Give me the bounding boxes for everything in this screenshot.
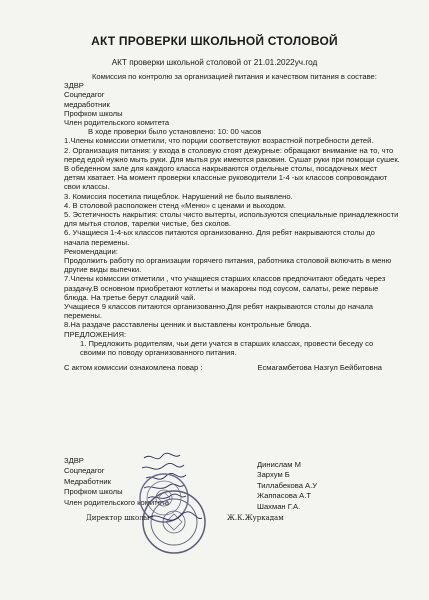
commission-member: Соцпедагог	[64, 90, 105, 100]
document-subtitle: АКТ проверки школьной столовой от 21.01.2022уч.год	[111, 58, 318, 67]
signature-name: Зархум Б	[257, 470, 290, 480]
recommendations-heading: Рекомендации:	[64, 246, 118, 256]
signature-names	[257, 460, 317, 512]
document-title: АКТ ПРОВЕРКИ ШКОЛЬНОЙ СТОЛОВОЙ	[91, 34, 338, 48]
finding-item: 3. Комиссия посетила пищеблок. Нарушений не было выявлено.	[64, 191, 293, 201]
commission-member: ЗДВР	[64, 81, 84, 91]
signature-role: Член родительского комитета	[64, 497, 170, 507]
acknowledgement-line	[64, 363, 400, 372]
finding-item: 6. Учащиеся 1-4-ых классов питаются организованно. Для ребят накрываются столы до начала перемены.	[64, 228, 375, 247]
finding-item: 5. Эстетичность накрытия: столы чисто вытерты, используются специальные принадлежности для мытья столов, тарелки чистые, без сколов.	[64, 210, 399, 229]
finding-item: 2. Организация питания: у входа в столовую стоят дежурные: обращают внимание на то, что перед едой нужно мыть руки. Для мытья рук имеются раковин. Сушат руки при помощи сушек. В обеденном зале для каждого класса накрываются отдельные столы, посадочных мест детям хватает. На момент проверки классные руководители 1-4 -ых классов сопровождают свои классы.	[64, 145, 400, 192]
finding-item: 1.Члены комиссии отметили, что порции соответствуют возрастной потребности детей.	[64, 136, 374, 146]
recommendation-item: 7.Члены комиссии отметили , что учащиеся старших классов предпочитают обедать через раздачу.В основном приобретают котлеты и макароны под соусом, салаты, реже первые блюда. На третье берут сладкий чай.	[64, 274, 386, 302]
signature-name: Жаппасова А.Т	[257, 491, 311, 501]
signature-role: Медработник	[64, 476, 111, 486]
proposals-heading: ПРЕДЛОЖЕНИЯ:	[64, 329, 127, 339]
recommendation-item: Продолжить работу по организации горячего питания, работника столовой включить в меню другие виды выпечки.	[64, 256, 392, 275]
commission-member: Профком школы	[64, 108, 123, 118]
commission-member: медработник	[64, 99, 110, 109]
recommendation-item: 8.На раздаче расставлены ценник и выставлены контрольные блюда.	[64, 320, 312, 330]
act-body	[64, 72, 400, 373]
signature-name: Динислам М	[257, 460, 301, 469]
signature-name: Шахман Г.А.	[257, 501, 301, 511]
finding-item: 4. В столовой расположен стенд «Меню» с ценами и выходом.	[64, 200, 287, 210]
commission-member: Член родительского комитета	[64, 118, 170, 128]
signature-role: ЗДВР	[64, 456, 84, 465]
director-stamp	[140, 488, 208, 556]
established-text: В ходе проверки было установлено: 10: 00 часов	[88, 127, 262, 137]
director-name: Ж.К.Журкадам	[227, 514, 284, 522]
intro-text: Комиссия по контролю за организацией питания и качеством питания в составе:	[92, 72, 377, 81]
recommendation-item: Учащиеся 9 классов питаются организованно.Для ребят накрываются столы до начала перемены.	[64, 302, 373, 321]
proposal-item: 1. Предложить родителям, чьи дети учатся в старших классах, провести беседу со своими по поводу организованного питания.	[80, 338, 374, 358]
acknowledgement-text: С актом комиссии ознакомлена повар :	[64, 363, 203, 373]
cook-name: Есмагамбетова Назгул Бейбитовна	[257, 363, 382, 373]
signature-role: Профком школы	[64, 487, 123, 497]
director-label: Директор школы :	[86, 514, 154, 522]
signature-name: Тиллабекова А.У	[257, 480, 318, 490]
signature-role: Соцпедагог	[64, 466, 105, 476]
